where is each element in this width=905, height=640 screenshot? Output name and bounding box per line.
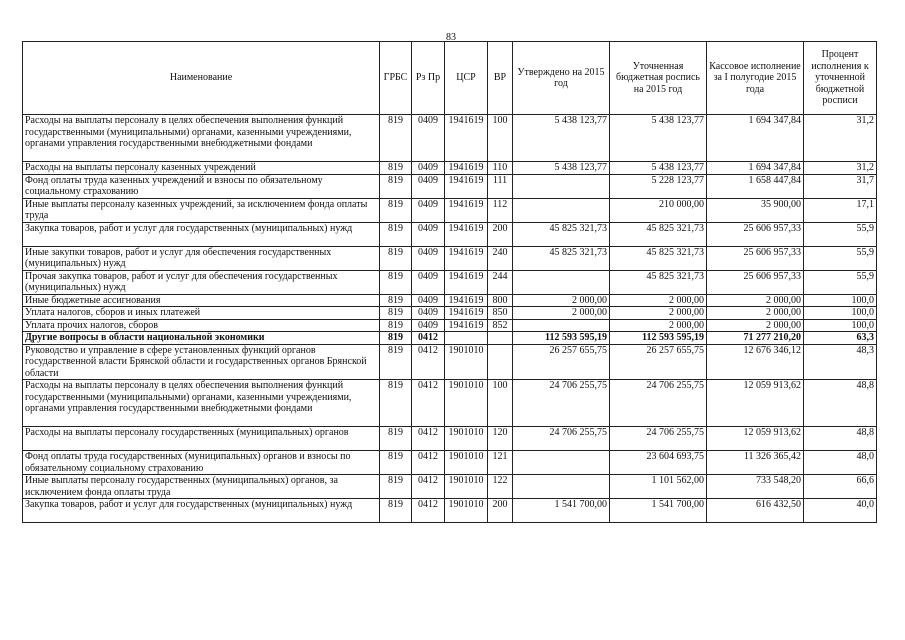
cell-rzpr: 0409 — [412, 319, 445, 332]
table-row — [23, 427, 877, 451]
cell-refined: 5 228 123,77 — [610, 174, 707, 198]
cell-name: Руководство и управление в сфере установленных функций органов государственной власти Брянской области и государственных органов Брянской области — [23, 344, 380, 380]
cell-approved: 26 257 655,75 — [513, 344, 610, 380]
cell-refined: 112 593 595,19 — [610, 332, 707, 345]
cell-cash: 12 676 346,12 — [707, 344, 804, 380]
table-row — [23, 380, 877, 427]
cell-grbs: 819 — [380, 380, 412, 427]
cell-refined: 210 000,00 — [610, 198, 707, 222]
cell-cash: 71 277 210,20 — [707, 332, 804, 345]
cell-rzpr: 0409 — [412, 294, 445, 307]
cell-grbs: 819 — [380, 246, 412, 270]
cell-name: Уплата прочих налогов, сборов — [23, 319, 380, 332]
cell-rzpr: 0412 — [412, 475, 445, 499]
cell-name: Фонд оплаты труда государственных (муниципальных) органов и взносы по обязательному социальному страхованию — [23, 451, 380, 475]
cell-vr: 111 — [488, 174, 513, 198]
cell-refined: 1 101 562,00 — [610, 475, 707, 499]
cell-csr: 1941619 — [445, 307, 488, 320]
header-csr: ЦСР — [445, 42, 488, 115]
cell-percent: 55,9 — [804, 246, 877, 270]
cell-vr: 100 — [488, 380, 513, 427]
cell-rzpr: 0409 — [412, 222, 445, 246]
cell-rzpr: 0412 — [412, 380, 445, 427]
cell-rzpr: 0412 — [412, 427, 445, 451]
cell-vr: 200 — [488, 499, 513, 523]
cell-rzpr: 0412 — [412, 499, 445, 523]
budget-execution-table — [22, 41, 877, 523]
cell-rzpr: 0409 — [412, 115, 445, 162]
cell-csr: 1901010 — [445, 499, 488, 523]
cell-name: Иные бюджетные ассигнования — [23, 294, 380, 307]
cell-approved — [513, 451, 610, 475]
cell-approved: 2 000,00 — [513, 294, 610, 307]
cell-approved: 45 825 321,73 — [513, 222, 610, 246]
cell-refined: 5 438 123,77 — [610, 115, 707, 162]
cell-refined: 26 257 655,75 — [610, 344, 707, 380]
cell-grbs: 819 — [380, 344, 412, 380]
table-row — [23, 294, 877, 307]
header-cash: Кассовое исполнение за I полугодие 2015 года — [707, 42, 804, 115]
cell-name: Расходы на выплаты персоналу казенных учреждений — [23, 162, 380, 175]
cell-percent: 48,8 — [804, 380, 877, 427]
cell-grbs: 819 — [380, 115, 412, 162]
header-approved: Утверждено на 2015 год — [513, 42, 610, 115]
cell-csr: 1941619 — [445, 246, 488, 270]
cell-approved — [513, 475, 610, 499]
cell-vr: 852 — [488, 319, 513, 332]
cell-rzpr: 0409 — [412, 198, 445, 222]
cell-rzpr: 0412 — [412, 451, 445, 475]
cell-refined: 23 604 693,75 — [610, 451, 707, 475]
cell-approved: 5 438 123,77 — [513, 162, 610, 175]
cell-refined: 2 000,00 — [610, 319, 707, 332]
cell-percent: 63,3 — [804, 332, 877, 345]
page-number: 83 — [446, 32, 456, 43]
cell-refined: 45 825 321,73 — [610, 222, 707, 246]
cell-refined: 2 000,00 — [610, 307, 707, 320]
cell-csr: 1941619 — [445, 174, 488, 198]
header-name: Наименование — [23, 42, 380, 115]
cell-csr: 1901010 — [445, 427, 488, 451]
cell-name: Иные выплаты персоналу казенных учреждений, за исключением фонда оплаты труда — [23, 198, 380, 222]
cell-percent: 17,1 — [804, 198, 877, 222]
header-percent: Процент исполнения к уточненной бюджетной росписи — [804, 42, 877, 115]
cell-approved: 45 825 321,73 — [513, 246, 610, 270]
cell-cash: 25 606 957,33 — [707, 270, 804, 294]
cell-approved: 2 000,00 — [513, 307, 610, 320]
cell-name: Другие вопросы в области национальной экономики — [23, 332, 380, 345]
table-row — [23, 344, 877, 380]
table-row — [23, 451, 877, 475]
cell-percent: 66,6 — [804, 475, 877, 499]
cell-percent: 100,0 — [804, 307, 877, 320]
cell-cash: 1 694 347,84 — [707, 162, 804, 175]
cell-cash: 2 000,00 — [707, 294, 804, 307]
cell-refined: 2 000,00 — [610, 294, 707, 307]
header-vr: ВР — [488, 42, 513, 115]
cell-refined: 24 706 255,75 — [610, 380, 707, 427]
cell-grbs: 819 — [380, 294, 412, 307]
cell-name: Расходы на выплаты персоналу государственных (муниципальных) органов — [23, 427, 380, 451]
table-header-row — [23, 42, 877, 115]
table-row — [23, 307, 877, 320]
cell-csr — [445, 332, 488, 345]
cell-approved: 24 706 255,75 — [513, 380, 610, 427]
cell-grbs: 819 — [380, 451, 412, 475]
cell-vr: 112 — [488, 198, 513, 222]
cell-cash: 25 606 957,33 — [707, 222, 804, 246]
cell-vr — [488, 344, 513, 380]
cell-name: Фонд оплаты труда казенных учреждений и взносы по обязательному социальному страхованию — [23, 174, 380, 198]
cell-vr: 850 — [488, 307, 513, 320]
cell-grbs: 819 — [380, 499, 412, 523]
cell-vr: 122 — [488, 475, 513, 499]
cell-csr: 1941619 — [445, 222, 488, 246]
table-row — [23, 115, 877, 162]
cell-vr: 110 — [488, 162, 513, 175]
cell-percent: 55,9 — [804, 270, 877, 294]
header-grbs: ГРБС — [380, 42, 412, 115]
cell-approved: 5 438 123,77 — [513, 115, 610, 162]
cell-name: Прочая закупка товаров, работ и услуг для обеспечения государственных (муниципальных) нужд — [23, 270, 380, 294]
cell-csr: 1941619 — [445, 115, 488, 162]
cell-refined: 45 825 321,73 — [610, 246, 707, 270]
cell-csr: 1941619 — [445, 294, 488, 307]
header-refined: Уточненная бюджетная роспись на 2015 год — [610, 42, 707, 115]
cell-rzpr: 0409 — [412, 162, 445, 175]
cell-cash: 2 000,00 — [707, 307, 804, 320]
cell-approved: 24 706 255,75 — [513, 427, 610, 451]
cell-vr: 100 — [488, 115, 513, 162]
cell-grbs: 819 — [380, 174, 412, 198]
cell-rzpr: 0409 — [412, 270, 445, 294]
cell-name: Иные выплаты персоналу государственных (муниципальных) органов, за исключением фонда оплаты труда — [23, 475, 380, 499]
cell-grbs: 819 — [380, 307, 412, 320]
cell-approved — [513, 174, 610, 198]
cell-percent: 55,9 — [804, 222, 877, 246]
cell-cash: 1 694 347,84 — [707, 115, 804, 162]
cell-cash: 25 606 957,33 — [707, 246, 804, 270]
cell-rzpr: 0412 — [412, 332, 445, 345]
cell-name: Закупка товаров, работ и услуг для государственных (муниципальных) нужд — [23, 222, 380, 246]
cell-rzpr: 0409 — [412, 174, 445, 198]
cell-cash: 733 548,20 — [707, 475, 804, 499]
cell-grbs: 819 — [380, 162, 412, 175]
cell-vr: 121 — [488, 451, 513, 475]
cell-cash: 1 658 447,84 — [707, 174, 804, 198]
cell-name: Расходы на выплаты персоналу в целях обеспечения выполнения функций государственными (муниципальными) органами, казенными учреждениями, органами управления государственными внебюджетными фондами — [23, 115, 380, 162]
cell-rzpr: 0412 — [412, 344, 445, 380]
cell-vr: 120 — [488, 427, 513, 451]
cell-grbs: 819 — [380, 198, 412, 222]
cell-percent: 48,8 — [804, 427, 877, 451]
cell-cash: 12 059 913,62 — [707, 380, 804, 427]
cell-refined: 5 438 123,77 — [610, 162, 707, 175]
cell-name: Уплата налогов, сборов и иных платежей — [23, 307, 380, 320]
cell-approved: 112 593 595,19 — [513, 332, 610, 345]
cell-refined: 1 541 700,00 — [610, 499, 707, 523]
cell-approved: 1 541 700,00 — [513, 499, 610, 523]
cell-cash: 35 900,00 — [707, 198, 804, 222]
cell-percent: 31,2 — [804, 115, 877, 162]
cell-csr: 1941619 — [445, 162, 488, 175]
cell-cash: 11 326 365,42 — [707, 451, 804, 475]
cell-grbs: 819 — [380, 427, 412, 451]
table-row — [23, 332, 877, 345]
cell-csr: 1941619 — [445, 270, 488, 294]
cell-grbs: 819 — [380, 270, 412, 294]
cell-grbs: 819 — [380, 332, 412, 345]
cell-grbs: 819 — [380, 319, 412, 332]
cell-percent: 31,7 — [804, 174, 877, 198]
cell-approved — [513, 270, 610, 294]
cell-percent: 100,0 — [804, 294, 877, 307]
cell-cash: 2 000,00 — [707, 319, 804, 332]
header-rzpr: Рз Пр — [412, 42, 445, 115]
cell-csr: 1941619 — [445, 319, 488, 332]
table-row — [23, 198, 877, 222]
cell-cash: 616 432,50 — [707, 499, 804, 523]
cell-approved — [513, 319, 610, 332]
cell-approved — [513, 198, 610, 222]
table-row — [23, 162, 877, 175]
cell-percent: 31,2 — [804, 162, 877, 175]
table-row — [23, 499, 877, 523]
cell-rzpr: 0409 — [412, 246, 445, 270]
cell-rzpr: 0409 — [412, 307, 445, 320]
table-row — [23, 246, 877, 270]
cell-percent: 40,0 — [804, 499, 877, 523]
table-row — [23, 319, 877, 332]
cell-name: Иные закупки товаров, работ и услуг для обеспечения государственных (муниципальных) нужд — [23, 246, 380, 270]
cell-vr — [488, 332, 513, 345]
cell-csr: 1901010 — [445, 344, 488, 380]
cell-name: Закупка товаров, работ и услуг для государственных (муниципальных) нужд — [23, 499, 380, 523]
table-body — [23, 115, 877, 523]
table-row — [23, 270, 877, 294]
cell-csr: 1901010 — [445, 475, 488, 499]
cell-vr: 800 — [488, 294, 513, 307]
cell-percent: 48,0 — [804, 451, 877, 475]
table-row — [23, 222, 877, 246]
cell-csr: 1941619 — [445, 198, 488, 222]
cell-refined: 24 706 255,75 — [610, 427, 707, 451]
cell-refined: 45 825 321,73 — [610, 270, 707, 294]
cell-percent: 48,3 — [804, 344, 877, 380]
cell-csr: 1901010 — [445, 380, 488, 427]
table-row — [23, 475, 877, 499]
cell-grbs: 819 — [380, 222, 412, 246]
cell-percent: 100,0 — [804, 319, 877, 332]
cell-name: Расходы на выплаты персоналу в целях обеспечения выполнения функций государственными (муниципальными) органами, казенными учреждениями, органами управления государственными внебюджетными фондами — [23, 380, 380, 427]
cell-vr: 200 — [488, 222, 513, 246]
table-row — [23, 174, 877, 198]
cell-csr: 1901010 — [445, 451, 488, 475]
cell-cash: 12 059 913,62 — [707, 427, 804, 451]
cell-grbs: 819 — [380, 475, 412, 499]
cell-vr: 240 — [488, 246, 513, 270]
cell-vr: 244 — [488, 270, 513, 294]
